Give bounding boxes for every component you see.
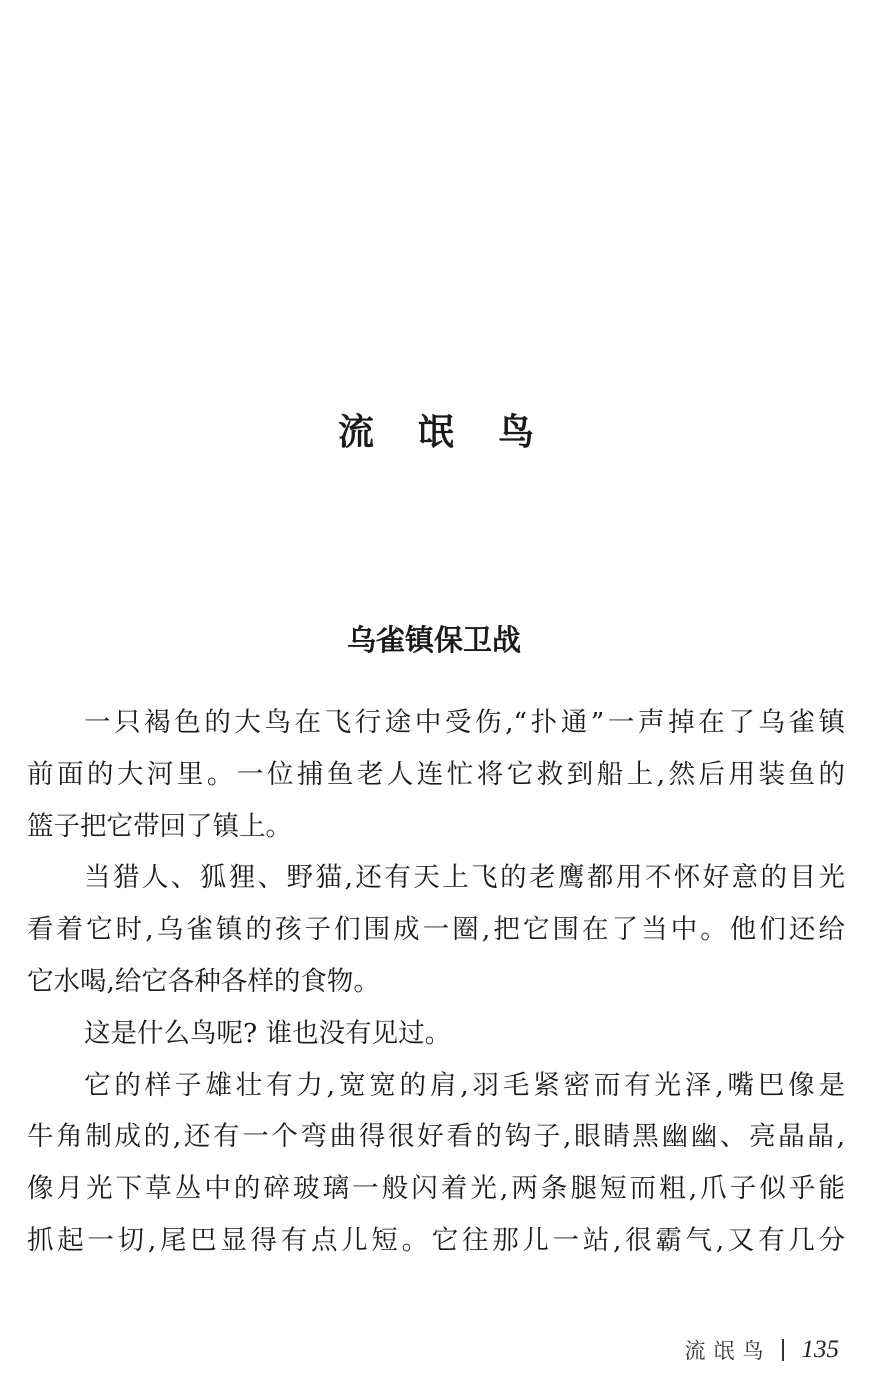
text-line: 像月光下草丛中的碎玻璃一般闪着光,两条腿短而粗,爪子似乎能 [27, 1173, 845, 1205]
footer-divider [782, 1339, 784, 1361]
paragraph [27, 697, 845, 852]
section-title: 乌雀镇保卫战 [346, 623, 521, 658]
text-line: 牛角制成的,还有一个弯曲得很好看的钩子,眼睛黑幽幽、亮晶晶, [27, 1121, 845, 1153]
text-line: 篮子把它带回了镇上。 [27, 810, 292, 842]
text-line: 它的样子雄壮有力,宽宽的肩,羽毛紧密而有光泽,嘴巴像是 [84, 1069, 845, 1101]
text-line: 一只褐色的大鸟在飞行途中受伤,“扑通”一声掉在了乌雀镇 [84, 707, 845, 738]
body-text [27, 697, 845, 1267]
running-title: 流氓鸟 [684, 1339, 772, 1363]
text-line: 当猎人、狐狸、野猫,还有天上飞的老鹰都用不怀好意的目光 [84, 862, 845, 894]
chapter-title-char: 流 [337, 412, 374, 454]
text-line: 这是什么鸟呢? 谁也没有见过。 [84, 1017, 452, 1049]
paragraph [27, 1008, 845, 1060]
page-number: 135 [801, 1336, 839, 1363]
text-line: 它水喝,给它各种各样的食物。 [27, 965, 380, 997]
page-footer [685, 1332, 840, 1368]
chapter-title [0, 408, 872, 458]
chapter-title-char: 氓 [417, 412, 454, 454]
text-line: 看着它时,乌雀镇的孩子们围成一圈,把它围在了当中。他们还给 [27, 914, 845, 946]
paragraph [27, 852, 845, 1007]
chapter-title-char: 鸟 [498, 412, 535, 454]
text-line: 前面的大河里。一位捕鱼老人连忙将它救到船上,然后用装鱼的 [27, 758, 845, 790]
text-line: 抓起一切,尾巴显得有点儿短。它往那儿一站,很霸气,又有几分 [27, 1224, 845, 1256]
paragraph [27, 1060, 845, 1267]
